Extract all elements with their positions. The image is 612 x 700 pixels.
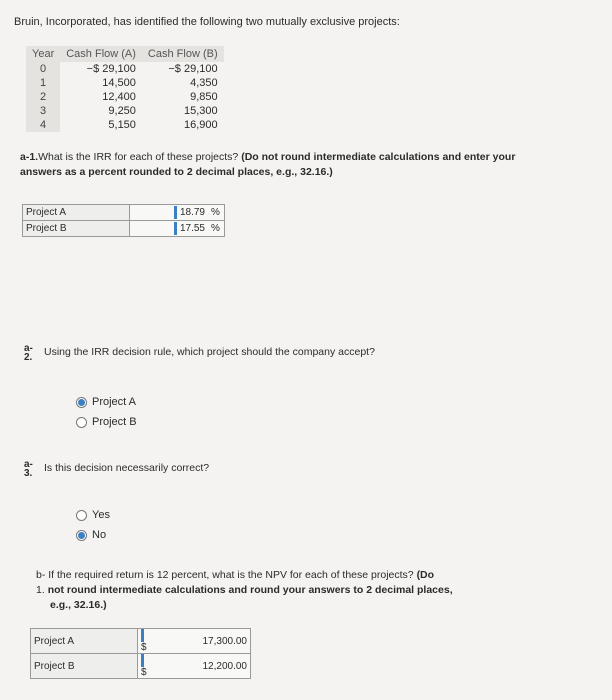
irr-row-label-project-a: Project A: [23, 205, 130, 221]
percent-unit: %: [208, 221, 225, 237]
question-b1-instruction-1: (Do: [416, 569, 435, 581]
radio-option-yes[interactable]: [76, 505, 110, 525]
radio-option-project-b[interactable]: [76, 412, 137, 432]
input-marker: [174, 222, 177, 235]
question-b1-label-top: b-: [36, 569, 46, 581]
irr-answer-table: [22, 204, 225, 237]
question-a2-label-top: a-: [24, 343, 33, 354]
radio-selected-icon[interactable]: [76, 397, 87, 408]
table-row: [26, 76, 224, 90]
question-b1-line1: [36, 568, 576, 583]
irr-row-label-project-b: Project B: [23, 221, 130, 237]
npv-answer-table: [30, 628, 251, 679]
radio-unselected-icon[interactable]: [76, 510, 87, 521]
year-cell: 0: [26, 62, 60, 76]
table-header-row: [26, 46, 224, 62]
table-row: [31, 629, 251, 654]
question-a1-text: What is the IRR for each of these projects?: [38, 151, 239, 163]
question-b1-instruction-3: e.g., 32.16.): [50, 599, 107, 611]
question-a2-text: Using the IRR decision rule, which project should the company accept?: [44, 346, 375, 358]
question-a2-label-bottom: 2.: [24, 352, 33, 363]
dollar-sign: $: [141, 667, 147, 678]
question-b1-instruction-2: not round intermediate calculations and round your answers to 2 decimal places,: [47, 584, 453, 596]
question-a1: [20, 150, 520, 180]
year-cell: 4: [26, 118, 60, 132]
table-row: [26, 118, 224, 132]
cash-flow-b-cell: 16,900: [183, 119, 218, 131]
year-cell: 1: [26, 76, 60, 90]
cash-flow-b-cell: 15,300: [183, 105, 218, 117]
dollar-sign: $: [141, 642, 147, 653]
column-header-cash-flow-b: Cash Flow (B): [142, 46, 224, 62]
column-header-cash-flow-a: Cash Flow (A): [60, 46, 142, 62]
npv-input-project-b[interactable]: 12,200.00: [154, 654, 251, 679]
irr-decision-radio-group: [76, 392, 137, 432]
radio-unselected-icon[interactable]: [76, 417, 87, 428]
radio-label-yes: Yes: [92, 509, 110, 521]
question-a1-label: a-1.: [20, 151, 39, 163]
npv-input-project-b-currency[interactable]: [138, 654, 155, 679]
intro-text: Bruin, Incorporated, has identified the following two mutually exclusive projects:: [14, 16, 400, 28]
radio-label-project-a: Project A: [92, 396, 137, 408]
npv-input-project-a-currency[interactable]: [138, 629, 155, 654]
input-marker: [141, 629, 144, 642]
question-a2-number: [24, 344, 33, 362]
radio-option-no[interactable]: [76, 525, 110, 545]
irr-input-project-a[interactable]: [130, 205, 209, 221]
cash-flow-a-cell: 5,150: [108, 119, 136, 131]
question-b1-text: If the required return is 12 percent, what is the NPV for each of these projects?: [48, 569, 414, 581]
table-row: [26, 104, 224, 118]
question-b1: [36, 568, 576, 613]
radio-option-project-a[interactable]: [76, 392, 137, 412]
input-marker: [141, 654, 144, 667]
question-a3-label-bottom: 3.: [24, 468, 33, 479]
question-a1-instruction: (Do not round intermediate calculations and enter your answers as a percent rounded to 2 decimal places, e.g., 32.16.): [20, 151, 516, 178]
npv-row-label-project-b: Project B: [31, 654, 138, 679]
question-b1-line2: [36, 583, 576, 598]
table-row: [31, 654, 251, 679]
input-marker: [174, 206, 177, 219]
question-a3-label-top: a-: [24, 459, 33, 470]
question-a3-number: [24, 460, 33, 478]
irr-value-project-b: 17.55: [179, 223, 205, 235]
question-b1-line3: [36, 598, 576, 613]
radio-label-project-b: Project B: [92, 416, 137, 428]
table-row: [23, 205, 225, 221]
cash-flow-b-cell: 4,350: [190, 77, 218, 89]
irr-input-project-b[interactable]: [130, 221, 209, 237]
cash-flow-a-cell: −$ 29,100: [86, 63, 136, 75]
npv-row-label-project-a: Project A: [31, 629, 138, 654]
year-cell: 3: [26, 104, 60, 118]
cash-flow-table: [26, 46, 224, 132]
table-row: [23, 221, 225, 237]
percent-unit: %: [208, 205, 225, 221]
cash-flow-a-cell: 12,400: [102, 91, 136, 103]
cash-flow-a-cell: 14,500: [102, 77, 136, 89]
cash-flow-b-cell: −$ 29,100: [168, 63, 218, 75]
table-row: [26, 90, 224, 104]
question-a3-text: Is this decision necessarily correct?: [44, 462, 210, 474]
radio-label-no: No: [92, 529, 107, 541]
radio-selected-icon[interactable]: [76, 530, 87, 541]
irr-value-project-a: 18.79: [179, 207, 205, 219]
table-row: [26, 62, 224, 76]
cash-flow-a-cell: 9,250: [108, 105, 136, 117]
decision-correct-radio-group: [76, 505, 110, 545]
cash-flow-b-cell: 9,850: [190, 91, 218, 103]
column-header-year: Year: [26, 46, 60, 62]
question-b1-label-bottom: 1.: [36, 584, 45, 596]
npv-input-project-a[interactable]: 17,300.00: [154, 629, 251, 654]
year-cell: 2: [26, 90, 60, 104]
